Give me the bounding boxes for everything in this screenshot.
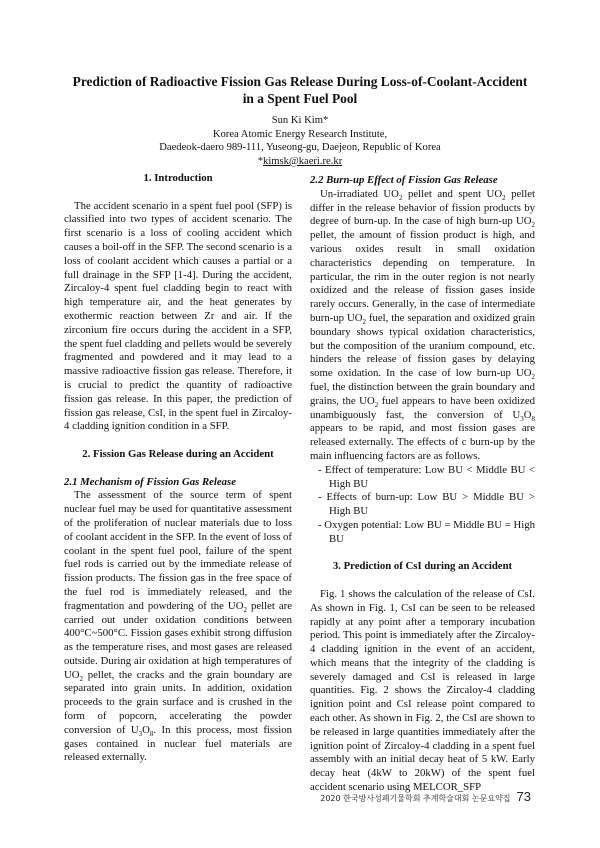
right-column: [310, 174, 535, 795]
conference-name: 2020 한국방사성폐기물학회 추계학술대회 논문요약집: [320, 794, 511, 803]
section-2-1-paragraph: The assessment of the source term of spent nuclear fuel may be used for quantitative assessment of the proliferation of nuclear materials due to loss of coolant accident in the SFP. In the event of loss of coolant in the spent fuel pool, failure of the spent fuel rods is carried out by the immediate release of fission products. The fission gas in the free space of the fuel rod is immediately released, and the fragmentation and powdering of the $UO_2$ pellet are carried out under oxidation conditions between 400°C~500°C. Fission gases exhibit strong diffusion as the temperature rises, and most gases are released outside. During air oxidation at high temperatures of $UO_2$ pellet, the cracks and the grain boundary are separated into grain units. In addition, oxidation proceeds to the grain surface and is crushed in the form of popcorn, accelerating the powder conversion of $U_3O_8$. In this process, most fission gases contained in nuclear fuel materials are released externally.: [64, 489, 292, 764]
list-item: - Effect of temperature: Low BU < Middle BU < High BU: [318, 463, 535, 490]
section-3-paragraph: Fig. 1 shows the calculation of the release of CsI. As shown in Fig. 1, CsI can be seen to be released rapidly at any point after a temporary incubation period. This point is immediately after the Zircaloy-4 cladding ignition in the event of an accident, which means that the integrity of the cladding is severely damaged and CsI is released in large quantities. Fig. 2 shows the Zircaloy-4 cladding ignition point and CsI release point compared to each other. As shown in Fig. 2, the CsI are shown to be released in large quantities immediately after the ignition point of Zircaloy-4 cladding in a spent fuel assembly with an initial decay heat of 5 kW. Early decay heat (4kW to 20kW) of the spent fuel accident scenario using MELCOR_SFP: [310, 587, 535, 794]
list-item: - Effects of burn-up: Low BU > Middle BU > High BU: [318, 491, 535, 518]
author-block: [40, 114, 560, 168]
section-2-2-heading: 2.2 Burn-up Effect of Fission Gas Release: [310, 174, 498, 186]
section-2-heading: 2. Fission Gas Release during an Accident: [82, 447, 274, 460]
section-1-heading: 1. Introduction: [143, 172, 213, 184]
left-column: [64, 172, 292, 765]
section-3-heading: 3. Prediction of CsI during an Accident: [332, 560, 513, 573]
page-number: 73: [516, 789, 531, 804]
title-line-2: in a Spent Fuel Pool: [242, 91, 358, 106]
page-footer: [320, 789, 531, 804]
author-name: Sun Ki Kim*: [271, 115, 329, 126]
list-item: - Oxygen potential: Low BU = Middle BU = High BU: [318, 518, 535, 545]
email-link[interactable]: kimsk@kaeri.re.kr: [263, 155, 343, 167]
section-2-1-heading: 2.1 Mechanism of Fission Gas Release: [64, 475, 237, 488]
address: Daedeok-daero 989-111, Yuseong-gu, Daejeon, Republic of Korea: [159, 142, 441, 154]
effects-list: [310, 464, 535, 547]
paper-title: [40, 73, 560, 107]
section-2-2-paragraph: Un-irradiated $UO_2$ pellet and spent $UO_2$ pellet differ in the release behavior of fission products by degree of burn-up. In the case of high burn-up $UO_2$ pellet, the amount of fission product is high, and various oxides result in small oxidation characteristics depending on temperature. In particular, the rim in the outer region is not nearly oxidized and the release of fission gases inside rarely occurs. Generally, in the case of intermediate burn-up $UO_2$ fuel, the separation and oxidized grain boundary shows typical oxidation characteristics, but the composition of the uranium compound, etc. hinders the release of fission gases by delaying some oxidation. In the case of low burn-up $UO_2$ fuel, the distinction between the grain boundary and grains, the $UO_2$ fuel appears to have been oxidized unambiguously fast, the conversion of $U_3O_8$ appears to be rapid, and most fission gases are released externally. The effects of c burn-up by the main influencing factors are as follows.: [310, 187, 536, 462]
section-1-paragraph: The accident scenario in a spent fuel pool (SFP) is classified into two types of accident scenario. The first scenario is a loss of cooling accident which causes a boil-off in the SFP. The second scenario is a loss of coolant accident which causes a partial or a full drainage in the SFP [1-4]. During the accident, Zircaloy-4 spent fuel cladding begin to react with high temperature air, and the heat generates by exothermic reaction between Zr and air. If the zirconium fire occurs during the accident in a SFP, the spent fuel cladding and pellets would be severely fragmented and powdered and it may lead to a massive radioactive fission gas release. Therefore, it is crucial to predict the quantity of radioactive fission gas release. In this paper, the prediction of fission gas release, CsI, in the spent fuel in Zircaloy-4 cladding ignition condition in a SFP.: [64, 199, 292, 433]
email-line: [40, 155, 560, 169]
email-prefix: *: [257, 155, 264, 167]
affiliation: Korea Atomic Energy Research Institute,: [212, 128, 388, 140]
title-line-1: Prediction of Radioactive Fission Gas Release During Loss-of-Coolant-Accident: [72, 74, 528, 89]
